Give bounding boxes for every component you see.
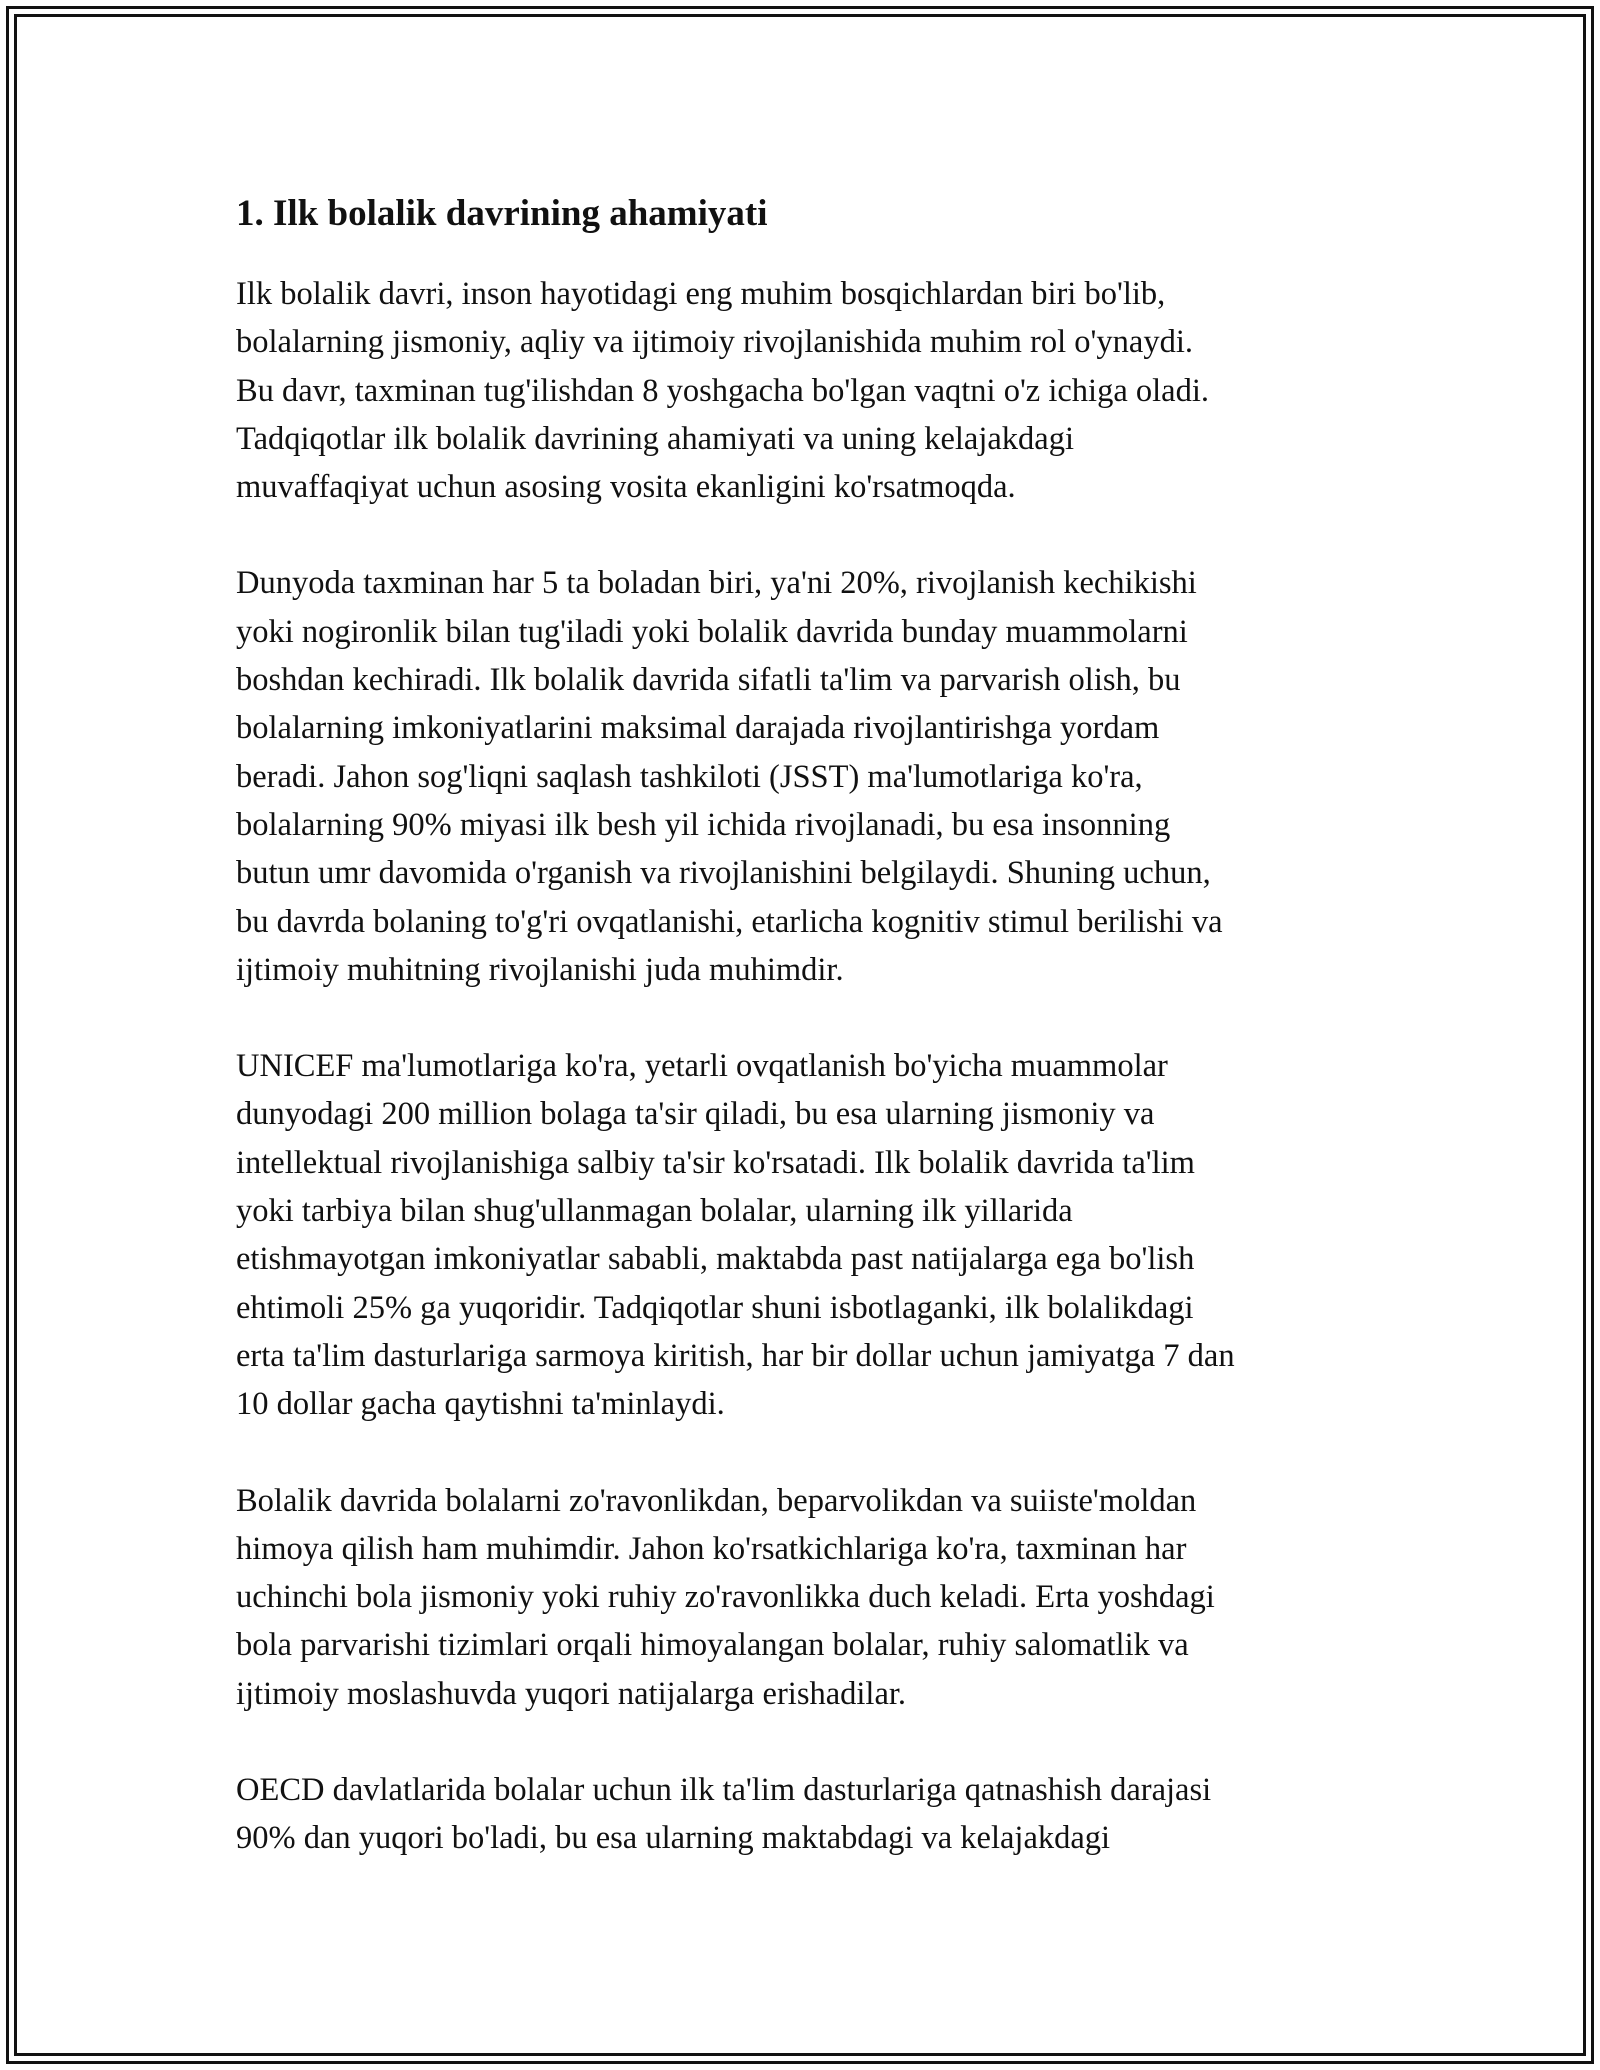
text-line: Dunyoda taxminan har 5 ta boladan biri, ya'ni 20%, rivojlanish kechikishi	[236, 565, 1197, 602]
text-line: Bu davr, taxminan tug'ilishdan 8 yoshgacha bo'lgan vaqtni o'z ichiga oladi.	[236, 372, 1210, 409]
text-line: ijtimoiy muhitning rivojlanishi juda muhimdir.	[236, 951, 844, 988]
section-heading: 1. Ilk bolalik davrining ahamiyati	[236, 193, 768, 234]
text-line: Bolalik davrida bolalarni zo'ravonlikdan, beparvolikdan va suiiste'moldan	[236, 1482, 1197, 1519]
text-line: etishmayotgan imkoniyatlar sababli, maktabda past natijalarga ega bo'lish	[236, 1241, 1195, 1278]
text-line: OECD davlatlarida bolalar uchun ilk ta'lim dasturlariga qatnashish darajasi	[236, 1772, 1212, 1809]
text-line: muvaffaqiyat uchun asosing vosita ekanligini ko'rsatmoqda.	[236, 469, 1016, 506]
text-line: bolalarning 90% miyasi ilk besh yil ichida rivojlanadi, bu esa insonning	[236, 806, 1171, 843]
text-line: uchinchi bola jismoniy yoki ruhiy zo'ravonlikka duch keladi. Erta yoshdagi	[236, 1579, 1215, 1616]
paragraph-1	[236, 270, 1376, 511]
text-line: ijtimoiy moslashuvda yuqori natijalarga erishadilar.	[236, 1675, 907, 1712]
document-body	[236, 186, 1376, 1911]
text-line: yoki nogironlik bilan tug'iladi yoki bolalik davrida bunday muammolarni	[236, 613, 1188, 650]
text-line: bolalarning jismoniy, aqliy va ijtimoiy rivojlanishida muhim rol o'ynaydi.	[236, 324, 1193, 361]
text-line: 10 dollar gacha qaytishni ta'minlaydi.	[236, 1386, 725, 1423]
paragraph-3	[236, 1042, 1376, 1428]
text-line: dunyodagi 200 million bolaga ta'sir qiladi, bu esa ularning jismoniy va	[236, 1096, 1155, 1133]
text-line: himoya qilish ham muhimdir. Jahon ko'rsatkichlariga ko'ra, taxminan har	[236, 1530, 1187, 1567]
paragraph-5	[236, 1766, 1376, 1863]
text-line: Tadqiqotlar ilk bolalik davrining ahamiyati va uning kelajakdagi	[236, 420, 1074, 457]
text-line: bola parvarishi tizimlari orqali himoyalangan bolalar, ruhiy salomatlik va	[236, 1627, 1189, 1664]
text-line: Ilk bolalik davri, inson hayotidagi eng muhim bosqichlardan biri bo'lib,	[236, 276, 1166, 312]
text-line: boshdan kechiradi. Ilk bolalik davrida sifatli ta'lim va parvarish olish, bu	[236, 662, 1181, 699]
paragraph-2	[236, 559, 1376, 994]
paragraph-4	[236, 1477, 1376, 1718]
text-line: ehtimoli 25% ga yuqoridir. Tadqiqotlar shuni isbotlaganki, ilk bolalikdagi	[236, 1289, 1194, 1326]
text-line: yoki tarbiya bilan shug'ullanmagan bolalar, ularning ilk yillarida	[236, 1193, 1073, 1230]
text-line: 90% dan yuqori bo'ladi, bu esa ularning maktabdagi va kelajakdagi	[236, 1820, 1111, 1857]
text-line: intellektual rivojlanishiga salbiy ta'sir ko'rsatadi. Ilk bolalik davrida ta'lim	[236, 1144, 1195, 1181]
text-line: UNICEF ma'lumotlariga ko'ra, yetarli ovqatlanish bo'yicha muammolar	[236, 1048, 1168, 1085]
text-line: bolalarning imkoniyatlarini maksimal darajada rivojlantirishga yordam	[236, 710, 1160, 747]
text-line: butun umr davomida o'rganish va rivojlanishini belgilaydi. Shuning uchun,	[236, 855, 1211, 892]
text-line: beradi. Jahon sog'liqni saqlash tashkiloti (JSST) ma'lumotlariga ko'ra,	[236, 758, 1143, 795]
text-line: bu davrda bolaning to'g'ri ovqatlanishi, etarlicha kognitiv stimul berilishi va	[236, 903, 1223, 940]
text-line: erta ta'lim dasturlariga sarmoya kiritish, har bir dollar uchun jamiyatga 7 dan	[236, 1337, 1235, 1374]
